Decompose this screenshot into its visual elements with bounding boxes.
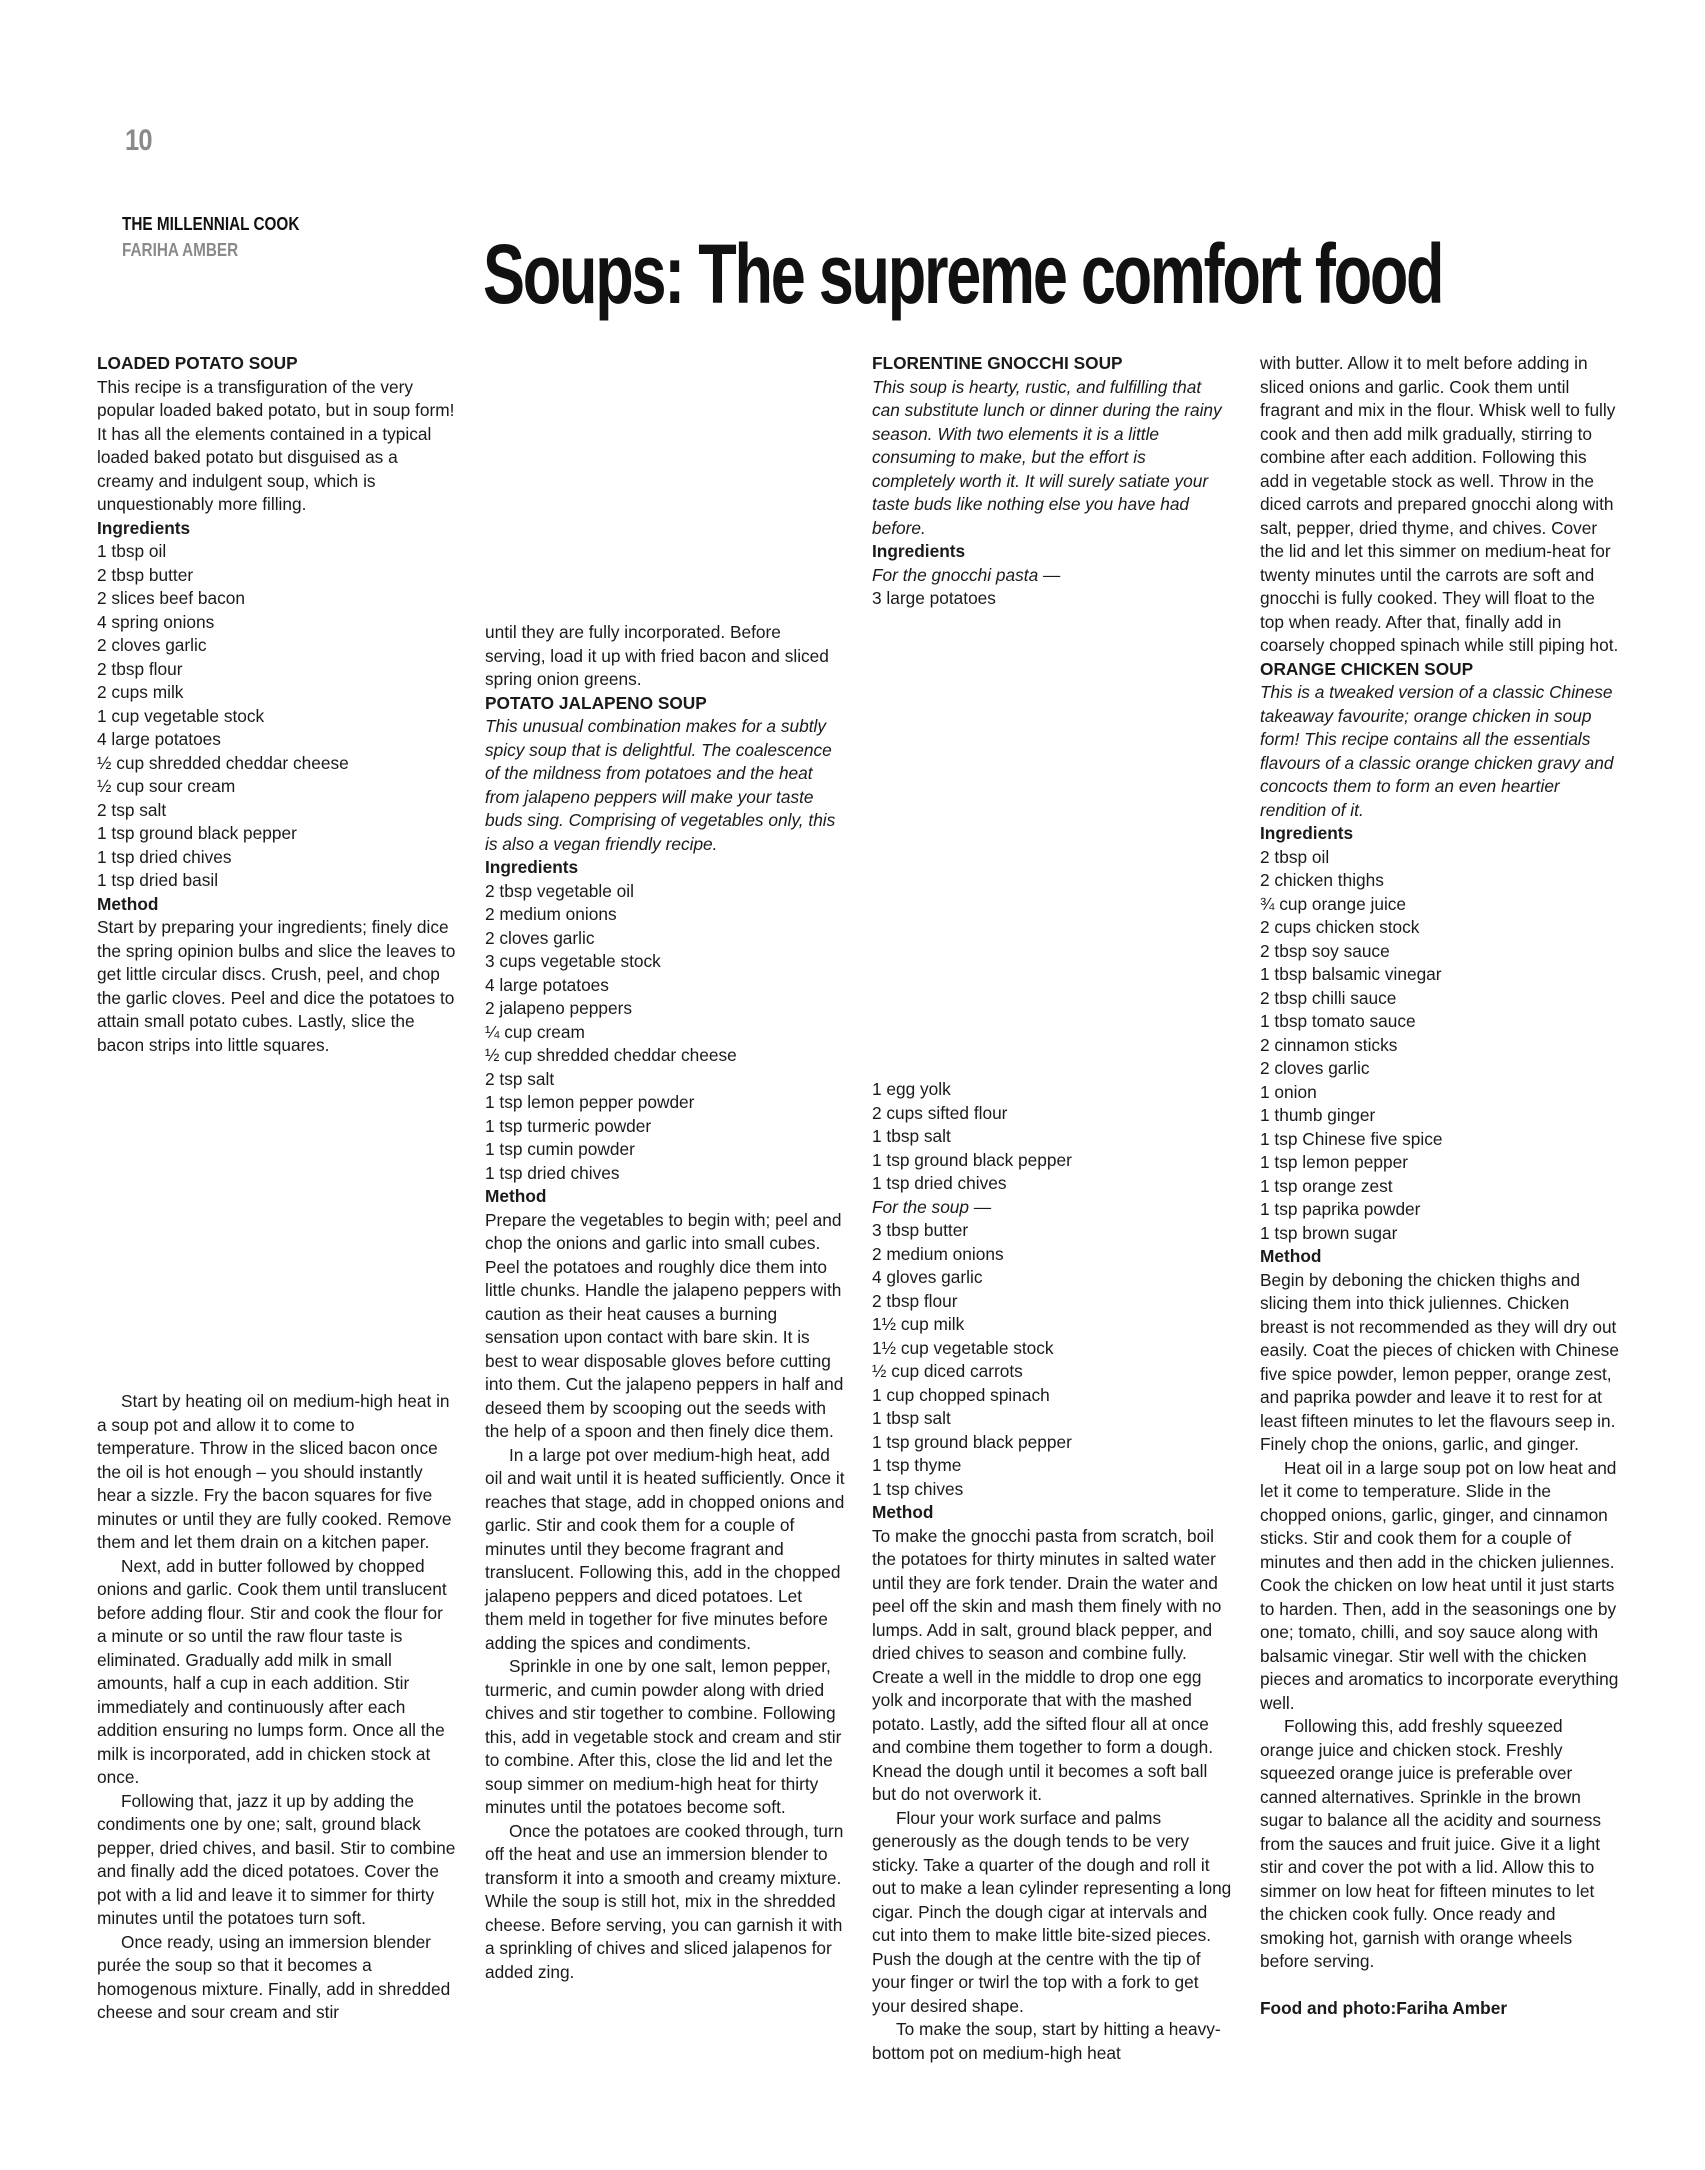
ingredient-item: 2 tsp salt	[485, 1068, 555, 1089]
photo-credit: Food and photo:Fariha Amber	[1260, 1998, 1508, 2018]
method-paragraph: Start by heating oil on medium-high heat in a soup pot and allow it to come to temperature. Throw in the sliced bacon once the oil is hot enough – you should instantly hear a sizzle. Fry the bacon squares for five minutes or until they are fully cooked. Remove them and let them drain on a kitchen paper.	[97, 1391, 452, 1552]
ingredient-item: 1 onion	[1260, 1081, 1317, 1102]
ingredient-item: 1 tsp lemon pepper	[1260, 1152, 1408, 1172]
method-paragraph: To make the soup, start by hitting a heavy-bottom pot on medium-high heat	[872, 2019, 1221, 2063]
ingredient-item: 4 gloves garlic	[872, 1267, 983, 1287]
recipe-intro: This soup is hearty, rustic, and fulfilling that can substitute lunch or dinner during the rainy season. With two elements it is a little consuming to make, but the effort is completely worth it. It will surely satiate your taste buds like nothing else you have had before.	[872, 376, 1222, 538]
ingredient-list	[872, 1219, 1232, 1501]
ingredient-item: 2 tbsp oil	[1260, 846, 1330, 867]
ingredient-item: 3 tbsp butter	[872, 1220, 969, 1240]
ingredient-item: 2 tbsp vegetable oil	[485, 880, 634, 901]
ingredients-heading: Ingredients	[1260, 823, 1354, 843]
method-paragraph: Begin by deboning the chicken thighs and slicing them into thick juliennes. Chicken breast is not recommended as they will dry out easily. Coat the pieces of chicken with Chinese five spice powder, lemon pepper, orange zest, and paprika powder and leave it to rest for at least fifteen minutes to let the flavours seep in. Finely chop the onions, garlic, and ginger.	[1260, 1269, 1619, 1454]
ingredient-item: 1 tbsp oil	[97, 541, 167, 561]
page-number: 10	[125, 124, 152, 157]
ingredient-item: 1 tsp ground black pepper	[872, 1149, 1072, 1170]
author-name: FARIHA AMBER	[122, 240, 239, 260]
ingredient-item: 1 tbsp tomato sauce	[1260, 1011, 1416, 1031]
ingredients-heading: Ingredients	[97, 517, 191, 538]
ingredient-item: 2 jalapeno peppers	[485, 998, 633, 1018]
ingredient-item: ¼ cup cream	[485, 1021, 585, 1042]
ingredient-item: 2 medium onions	[872, 1243, 1004, 1264]
ingredient-item: 2 cloves garlic	[1260, 1058, 1370, 1078]
ingredient-item: 1 tsp lemon pepper powder	[485, 1092, 695, 1112]
ingredient-list	[485, 880, 845, 1186]
ingredient-item: 1 tsp Chinese five spice	[1260, 1128, 1443, 1149]
ingredient-item: 3 cups vegetable stock	[485, 951, 661, 971]
method-paragraph: Next, add in butter followed by chopped onions and garlic. Cook them until translucent before adding flour. Stir and cook the flour for a minute or so until the raw flour taste is eliminated. Gradually add milk in small amounts, half a cup in each addition. Stir immediately and continuously after each addition ensuring no lumps form. Once all the milk is incorporated, add in chicken stock at once.	[97, 1555, 447, 1787]
loaded-potato-column-top	[97, 352, 457, 1057]
method-paragraph: Following this, add freshly squeezed orange juice and chicken stock. Freshly squeezed orange juice is preferable over canned alternatives. Sprinkle in the brown sugar to balance all the acidity and sourness from the sauces and fruit juice. Give it a light stir and cover the pot with a lid. Allow this to simmer on low heat for fifteen minutes to let the chicken cook fully. Once ready and smoking hot, garnish with orange wheels before serving.	[1260, 1716, 1602, 1971]
ingredient-item: 1 tsp dried chives	[485, 1162, 620, 1183]
ingredient-item: 1 tsp turmeric powder	[485, 1115, 652, 1136]
ingredient-item: 1 egg yolk	[872, 1079, 951, 1099]
method-paragraph: Prepare the vegetables to begin with; peel and chop the onions and garlic into small cubes. Peel the potatoes and roughly dice them into little chunks. Handle the jalapeno peppers with caution as their heat causes a burning sensation upon contact with bare skin. It is best to wear disposable gloves before cutting into them. Cut the jalapeno peppers in half and deseed them by scooping out the seeds with the help of a spoon and then finely dice them.	[485, 1209, 844, 1441]
recipe-intro: This is a tweaked version of a classic Chinese takeaway favourite; orange chicken in soup form! This recipe contains all the essentials flavours of a classic orange chicken gravy and concocts them to form an even heartier rendition of it.	[1260, 682, 1614, 820]
ingredient-item: 1 tsp orange zest	[1260, 1175, 1393, 1196]
ingredient-item: 1 tsp paprika powder	[1260, 1199, 1421, 1219]
ingredient-item: ½ cup diced carrots	[872, 1361, 1023, 1381]
ingredient-item: 1 tsp brown sugar	[1260, 1222, 1398, 1243]
ingredient-item: 4 large potatoes	[485, 974, 609, 995]
ingredient-item: 2 tbsp chilli sauce	[1260, 987, 1397, 1008]
method-paragraph: To make the gnocchi pasta from scratch, boil the potatoes for thirty minutes in salted water until they are fork tender. Drain the water and peel off the skin and mash them finely with no lumps. Add in salt, ground black pepper, and dried chives to season and combine fully. Create a well in the middle to drop one egg yolk and incorporate that with the mashed potato. Lastly, add the sifted flour all at once and combine them together to form a dough. Knead the dough until it becomes a soft ball but do not overwork it.	[872, 1525, 1222, 1804]
ingredient-item: 1 tsp chives	[872, 1478, 964, 1499]
ingredient-item: 1 tsp ground black pepper	[872, 1431, 1072, 1452]
section-name: THE MILLENNIAL COOK	[122, 214, 300, 234]
method-paragraph: Start by preparing your ingredients; finely dice the spring opinion bulbs and slice the leaves to get little circular discs. Crush, peel, and chop the garlic cloves. Peel and dice the potatoes to attain small potato cubes. Lastly, slice the bacon strips into little squares.	[97, 917, 456, 1055]
recipe-title: LOADED POTATO SOUP	[97, 353, 298, 373]
ingredient-item: 2 cups sifted flour	[872, 1102, 1008, 1123]
method-paragraph: Flour your work surface and palms generously as the dough tends to be very sticky. Take a quarter of the dough and roll it out to make a lean cylinder representing a long cigar. Pinch the dough cigar at intervals and cut into them to make little bite-sized pieces. Push the dough at the centre with the tip of your finger or twirl the top with a fork to get your desired shape.	[872, 1807, 1232, 2016]
method-heading: Method	[97, 893, 159, 914]
ingredient-item: 1 tbsp salt	[872, 1126, 951, 1146]
method-paragraph: Once the potatoes are cooked through, turn off the heat and use an immersion blender to transform it into a smooth and creamy mixture. While the soup is still hot, mix in the shredded cheese. Before serving, you can garnish it with a sprinkling of chives and sliced jalapenos for added zing.	[485, 1820, 844, 1982]
ingredient-item: 3 large potatoes	[872, 588, 996, 608]
ingredient-item: 2 cloves garlic	[485, 927, 595, 948]
recipe-intro: This recipe is a transfiguration of the very popular loaded baked potato, but in soup form! It has all the elements contained in a typical loaded baked potato but disguised as a creamy and indulgent soup, which is unquestionably more filling.	[97, 376, 455, 514]
ingredient-item: 2 tbsp soy sauce	[1260, 940, 1390, 961]
ingredient-item: 1 cup chopped spinach	[872, 1384, 1050, 1405]
ingredient-item: 2 cinnamon sticks	[1260, 1034, 1398, 1055]
ingredient-list	[872, 1078, 1232, 1196]
ingredient-item: 2 medium onions	[485, 904, 617, 924]
ingredient-item: 1 tsp thyme	[872, 1455, 962, 1475]
subsection-label: For the gnocchi pasta —	[872, 564, 1061, 585]
ingredient-item: ½ cup shredded cheddar cheese	[485, 1045, 737, 1065]
ingredients-heading: Ingredients	[872, 541, 966, 561]
subsection-label: For the soup —	[872, 1196, 992, 1217]
method-heading: Method	[1260, 1246, 1322, 1266]
recipe-intro: This unusual combination makes for a subtly spicy soup that is delightful. The coalescence of the mildness from potatoes and the heat from jalapeno peppers will make your taste buds sing. Comprising of vegetables only, this is also a vegan friendly recipe.	[485, 716, 836, 854]
page-title: Soups: The supreme comfort food	[483, 227, 1443, 321]
ingredient-item: 2 tbsp butter	[97, 564, 194, 585]
ingredient-item: 1 tsp dried chives	[872, 1173, 1007, 1193]
ingredient-item: 1 tsp ground black pepper	[97, 823, 297, 843]
ingredient-list	[97, 540, 457, 893]
ingredient-item: 1 tsp cumin powder	[485, 1139, 635, 1159]
ingredient-item: 4 spring onions	[97, 611, 215, 632]
ingredient-item: 1 tbsp salt	[872, 1408, 951, 1428]
method-paragraph: Following that, jazz it up by adding the condiments one by one; salt, ground black pepper, dried chives, and basil. Stir to combine and finally add the diced potatoes. Cover the pot with a lid and leave it to simmer for thirty minutes until the potatoes turn soft.	[97, 1790, 456, 1928]
ingredient-item: 1 cup vegetable stock	[97, 705, 265, 726]
recipe-title: ORANGE CHICKEN SOUP	[1260, 658, 1474, 679]
ingredient-item: 2 slices beef bacon	[97, 588, 245, 608]
method-paragraph: Once ready, using an immersion blender purée the soup so that it becomes a homogenous mixture. Finally, add in shredded cheese and sour cream and stir	[97, 1931, 451, 2022]
method-heading: Method	[485, 1186, 547, 1206]
ingredient-item: 2 tbsp flour	[97, 658, 183, 679]
gnocchi-column-bottom	[872, 1078, 1232, 2065]
ingredient-item: 1 tsp dried chives	[97, 846, 232, 867]
method-paragraph: with butter. Allow it to melt before adding in sliced onions and garlic. Cook them until fragrant and mix in the flour. Whisk well to fully cook and then add milk gradually, stirring to combine after each addition. Following this add in vegetable stock as well. Throw in the diced carrots and prepared gnocchi along with salt, pepper, dried thyme, and chives. Cover the lid and let this simmer on medium-heat for twenty minutes until the carrots are soft and gnocchi is fully cooked. They will float to the top when ready. After that, finally add in coarsely chopped spinach while still piping hot.	[1260, 353, 1619, 655]
ingredient-item: 1½ cup vegetable stock	[872, 1337, 1054, 1358]
method-paragraph: Sprinkle in one by one salt, lemon pepper, turmeric, and cumin powder along with dried chives and stir together to combine. Following this, add in vegetable stock and cream and stir to combine. After this, close the lid and let the soup simmer on medium-high heat for thirty minutes until the potatoes become soft.	[485, 1656, 842, 1817]
method-paragraph: In a large pot over medium-high heat, add oil and wait until it is heated sufficiently. Once it reaches that stage, add in chopped onions and garlic. Stir and cook them for a couple of minutes until they become fragrant and translucent. Following this, add in the chopped jalapeno peppers and diced potatoes. Let them meld in together for five minutes before adding the spices and condiments.	[485, 1444, 845, 1653]
recipe-title: POTATO JALAPENO SOUP	[485, 692, 707, 713]
ingredient-item: ½ cup shredded cheddar cheese	[97, 752, 349, 773]
recipe-title: FLORENTINE GNOCCHI SOUP	[872, 353, 1123, 373]
ingredient-item: ½ cup sour cream	[97, 776, 236, 796]
method-heading: Method	[872, 1502, 934, 1522]
ingredient-item: ¾ cup orange juice	[1260, 893, 1407, 914]
ingredient-item: 2 tbsp flour	[872, 1290, 958, 1311]
ingredients-heading: Ingredients	[485, 857, 579, 877]
method-paragraph: until they are fully incorporated. Before serving, load it up with fried bacon and sliced spring onion greens.	[485, 622, 829, 689]
ingredient-item: 1 tbsp balsamic vinegar	[1260, 964, 1442, 984]
gnocchi-column-top	[872, 352, 1232, 611]
orange-chicken-column	[1260, 352, 1620, 2021]
ingredient-item: 2 tsp salt	[97, 799, 167, 820]
ingredient-item: 4 large potatoes	[97, 729, 221, 749]
ingredient-item: 2 cups chicken stock	[1260, 917, 1420, 937]
jalapeno-column	[485, 621, 845, 1984]
ingredient-item: 2 chicken thighs	[1260, 870, 1384, 890]
ingredient-item: 1 tsp dried basil	[97, 870, 219, 890]
ingredient-item: 1½ cup milk	[872, 1314, 965, 1334]
ingredient-item: 2 cloves garlic	[97, 635, 207, 655]
method-paragraph: Heat oil in a large soup pot on low heat and let it come to temperature. Slide in the chopped onions, garlic, ginger, and cinnamon sticks. Stir and cook them for a couple of minutes and then add in the chicken juliennes. Cook the chicken on low heat until it just starts to harden. Then, add in the seasonings one by one; tomato, chilli, and soy sauce along with balsamic vinegar. Stir well with the chicken pieces and aromatics to incorporate everything well.	[1260, 1457, 1619, 1713]
ingredient-item: 1 thumb ginger	[1260, 1105, 1376, 1125]
ingredient-item: 2 cups milk	[97, 682, 184, 702]
ingredient-list	[1260, 846, 1620, 1246]
loaded-potato-column-bottom	[97, 1390, 457, 2025]
